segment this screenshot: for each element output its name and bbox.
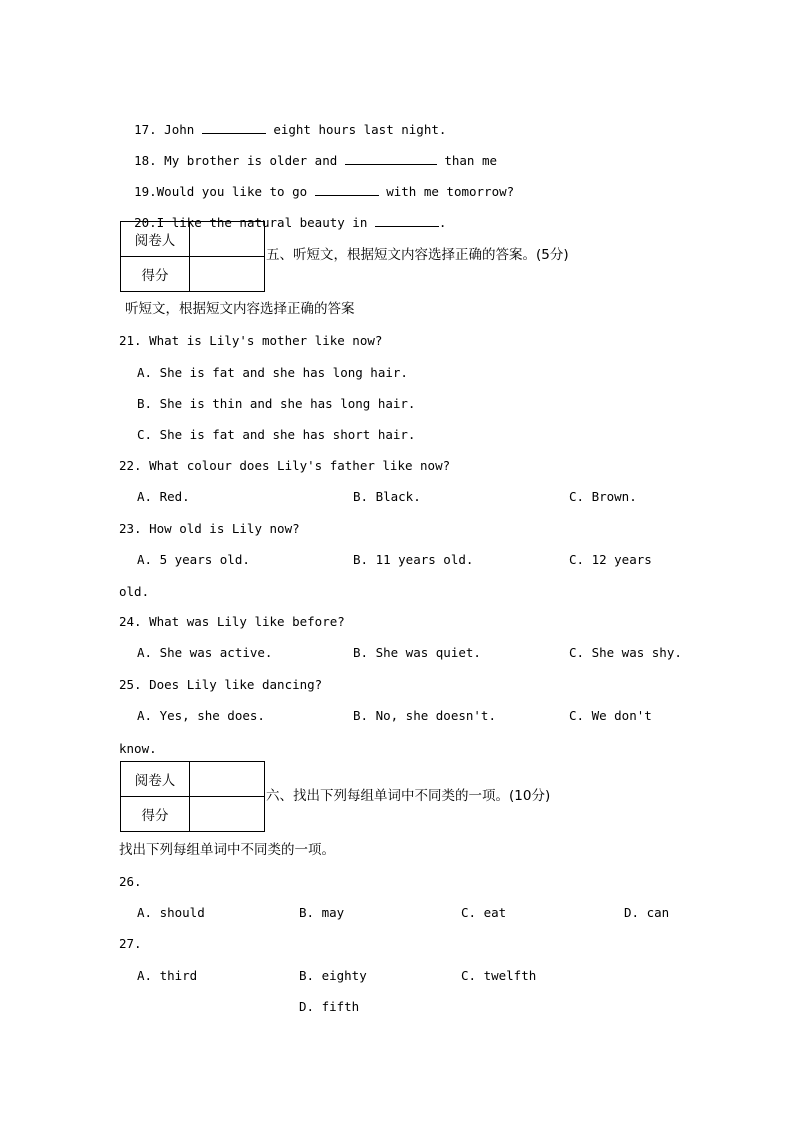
option-23-b[interactable]: B. 11 years old. (353, 552, 474, 567)
question-text: than me (436, 153, 498, 168)
option-27-b[interactable]: B. eighty (299, 968, 367, 983)
question-27: 27. (119, 936, 142, 951)
option-25-a[interactable]: A. Yes, she does. (137, 708, 265, 723)
question-number: 18. (134, 153, 157, 168)
question-17 (119, 105, 446, 138)
answer-blank[interactable] (315, 183, 379, 196)
option-25-c[interactable]: C. We don't (569, 708, 652, 723)
question-25: 25. Does Lily like dancing? (119, 677, 323, 692)
grader-field[interactable] (190, 222, 265, 257)
question-text: John (156, 122, 202, 137)
question-text: . (438, 215, 447, 230)
answer-blank[interactable] (345, 152, 437, 165)
option-21-b[interactable]: B. She is thin and she has long hair. (137, 396, 416, 411)
question-19 (119, 167, 514, 200)
section5-title: 五、听短文，根据短文内容选择正确的答案。(5分) (266, 247, 569, 263)
option-26-d[interactable]: D. can (624, 905, 670, 920)
option-25-c-wrap: know. (119, 741, 157, 756)
question-number: 19. (134, 184, 157, 199)
question-26: 26. (119, 874, 142, 889)
section6-instruction: 找出下列每组单词中不同类的一项。 (119, 842, 335, 858)
question-text: My brother is older and (156, 153, 345, 168)
grader-label: 阅卷人 (121, 222, 190, 257)
question-22: 22. What colour does Lily's father like now? (119, 458, 451, 473)
option-21-a[interactable]: A. She is fat and she has long hair. (137, 365, 408, 380)
option-27-c[interactable]: C. twelfth (461, 968, 537, 983)
score-label: 得分 (121, 797, 190, 832)
answer-blank[interactable] (375, 214, 439, 227)
question-text: I like the natural beauty in (156, 215, 375, 230)
question-18 (119, 136, 497, 169)
option-21-c[interactable]: C. She is fat and she has short hair. (137, 427, 416, 442)
option-23-c-wrap: old. (119, 584, 150, 599)
grader-label: 阅卷人 (121, 762, 190, 797)
section5-instruction: 听短文，根据短文内容选择正确的答案 (125, 301, 355, 317)
score-box-section6 (120, 761, 265, 832)
question-text: eight hours last night. (265, 122, 447, 137)
score-field[interactable] (190, 797, 265, 832)
question-number: 20. (134, 215, 157, 230)
question-number: 17. (134, 122, 157, 137)
question-text: Would you like to go (156, 184, 315, 199)
option-23-a[interactable]: A. 5 years old. (137, 552, 250, 567)
question-21: 21. What is Lily's mother like now? (119, 333, 383, 348)
option-22-c[interactable]: C. Brown. (569, 489, 637, 504)
question-text: with me tomorrow? (378, 184, 515, 199)
option-22-b[interactable]: B. Black. (353, 489, 421, 504)
score-label: 得分 (121, 257, 190, 292)
option-22-a[interactable]: A. Red. (137, 489, 190, 504)
option-27-d[interactable]: D. fifth (299, 999, 360, 1014)
option-25-b[interactable]: B. No, she doesn't. (353, 708, 496, 723)
option-23-c[interactable]: C. 12 years (569, 552, 652, 567)
question-23: 23. How old is Lily now? (119, 521, 300, 536)
option-26-a[interactable]: A. should (137, 905, 205, 920)
grader-field[interactable] (190, 762, 265, 797)
question-24: 24. What was Lily like before? (119, 614, 345, 629)
option-27-a[interactable]: A. third (137, 968, 198, 983)
option-24-c[interactable]: C. She was shy. (569, 645, 682, 660)
option-26-b[interactable]: B. may (299, 905, 345, 920)
answer-blank[interactable] (202, 121, 266, 134)
option-24-a[interactable]: A. She was active. (137, 645, 273, 660)
score-box-section5 (120, 221, 265, 292)
option-24-b[interactable]: B. She was quiet. (353, 645, 481, 660)
section6-title: 六、找出下列每组单词中不同类的一项。(10分) (266, 788, 551, 804)
option-26-c[interactable]: C. eat (461, 905, 507, 920)
score-field[interactable] (190, 257, 265, 292)
